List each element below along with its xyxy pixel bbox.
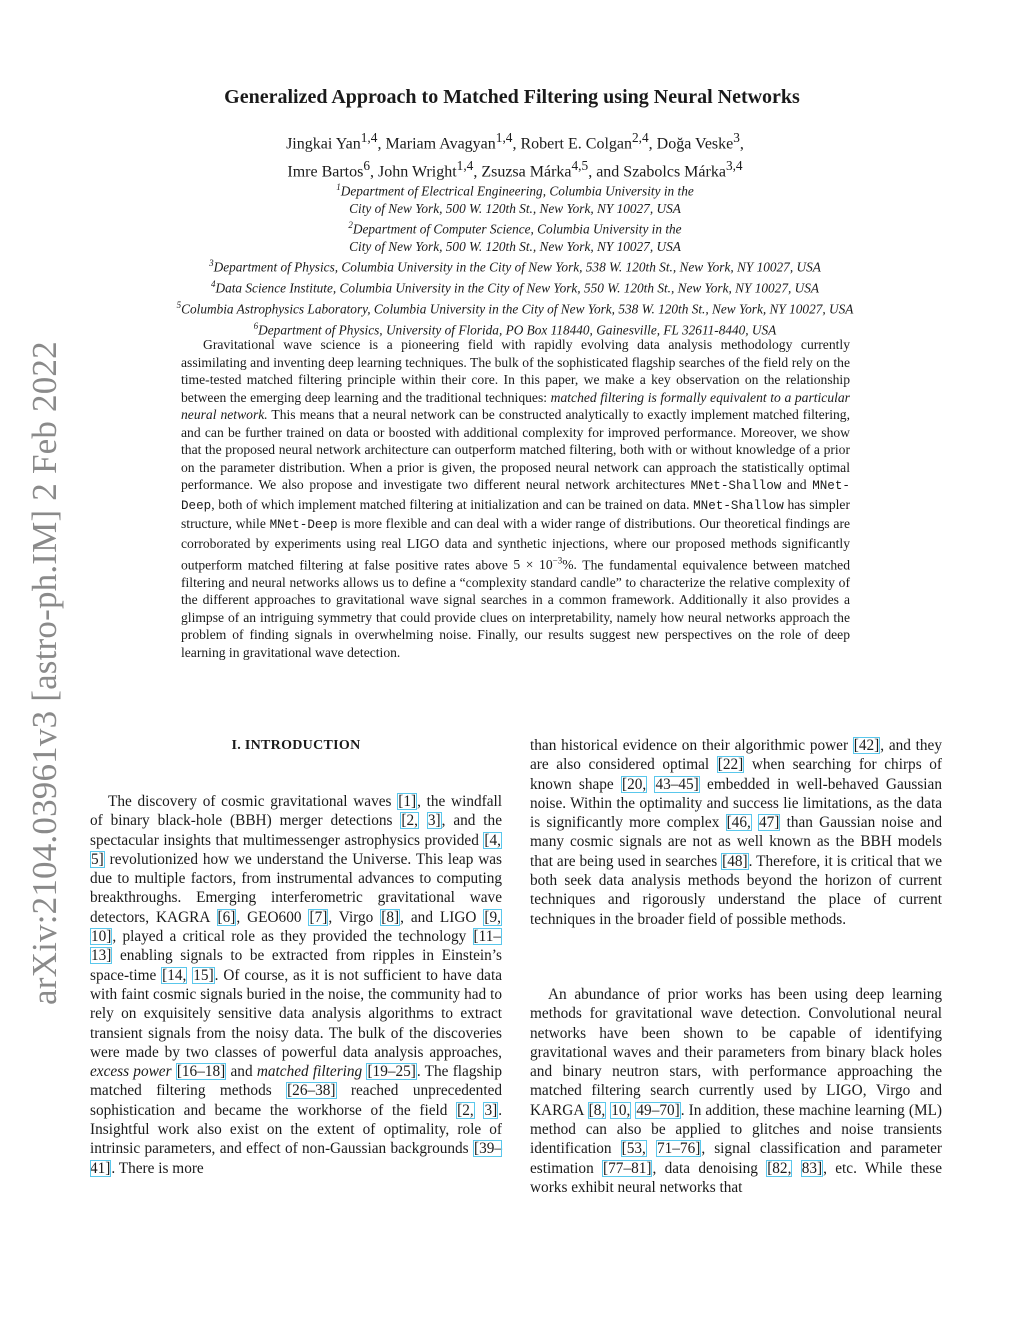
- citation-link[interactable]: 3]: [427, 812, 441, 830]
- author-affil-sup: 1,4: [495, 130, 513, 145]
- abstract-text: The fundamental equivalence between matched filtering and neural networks allows us to define a “complexity standard candle” to characterize the relative complexity of the different approaches to gravitational wave signal searches in a common framework. Additionally it also provides a glimpse of an intriguing symmetry that could provide clues on interpretability, namely how neural networks approach the problem of finding signals in overwhelming noise. Finally, our results suggest new perspectives on the role of deep learning in gravitational wave detection.: [181, 557, 850, 660]
- body-text: An abundance of prior works has been using deep learning methods for gravitational wave detection. Convolutional neural networks have been shown to be capable of identifying gravitational waves and their parameters from binary black holes and binary neutron stars, with performance approaching the matched filtering search currently used by LIGO, Virgo and KARGA: [530, 986, 942, 1119]
- citation-link[interactable]: [19–25]: [367, 1063, 416, 1081]
- citation-link[interactable]: 13]: [91, 947, 112, 965]
- citation-link[interactable]: 83]: [801, 1159, 823, 1177]
- author-affil-sup: 6: [363, 158, 371, 174]
- author: John Wright: [378, 163, 457, 181]
- author: Imre Bartos: [287, 163, 364, 181]
- abstract-text: Gravitational wave science is a pioneering field with rapidly evolving data analysis methodology currently assimilating and inventing deep learning techniques. The bulk of the sophisticated flagship searches of the field rely on the time-tested matched filtering principle within their core. In this paper, we make a key observation on the relationship between the emerging deep learning and the traditional techniques:: [181, 337, 850, 405]
- body-text: , and they are also considered optimal: [530, 737, 942, 774]
- body-emphasis: excess power: [90, 1063, 172, 1081]
- arxiv-identifier[interactable]: arXiv:2104.03961v3 [astro-ph.IM] 2 Feb 2022: [25, 341, 64, 1005]
- abstract-text: This means that a neural network can be constructed analytically to exactly implement matched filtering, and can be further trained on data or boosted with additional complexity for improved performance. Moreover, we show that the proposed neural network architecture can outperform matched filtering, both with or without knowledge of a prior on the parameter distribution. When a prior is given, the proposed neural network can approach the statistically optimal performance. We also propose and investigate two different neural network architectures: [181, 407, 850, 493]
- citation-link[interactable]: 10]: [91, 928, 112, 946]
- citation-link[interactable]: [77–81]: [603, 1159, 652, 1177]
- author-affil-sup: 3,4: [725, 158, 743, 174]
- author: Robert E. Colgan: [520, 135, 632, 153]
- body-text: . The flagship matched filtering methods: [90, 1063, 502, 1100]
- body-text: when searching for chirps of known shape: [530, 756, 942, 793]
- citation-link[interactable]: 71–76]: [656, 1140, 701, 1158]
- author-list: Jingkai Yan$^{1,4}$, Mariam Avagyan$^{1,4}$, Robert E. Colgan$^{2,4}$, Doğa Veske$^3$, Imre Bartos$^6$, John Wright$^{1,4}$, Zsuzsa Márka$^{4,5}$, and Szabolcs Márka$^{3,4}$: [286, 130, 744, 181]
- citation-link[interactable]: [8,: [588, 1101, 606, 1119]
- affiliation-text: Department of Physics, University of Florida, PO Box 118440, Gainesville, FL 32611-8440, USA: [258, 322, 777, 338]
- body-text: , and LIGO: [400, 908, 477, 926]
- mnet-deep-term: MNet-Deep: [181, 479, 850, 513]
- intro-left-column: [90, 792, 502, 1178]
- abstract-text: , both of which implement matched filtering at initialization and can be trained on data.: [211, 496, 690, 512]
- body-text: and: [230, 1063, 253, 1081]
- affiliation-list: [0, 179, 1024, 339]
- body-text: , played a critical role as they provided the technology: [112, 928, 467, 946]
- mnet-shallow-term: MNet-Shallow: [690, 479, 782, 494]
- affiliation-sup: 3: [209, 258, 214, 269]
- mnet-shallow-term: MNet-Shallow: [693, 498, 784, 513]
- affiliation-sup: 2: [348, 220, 353, 231]
- citation-link[interactable]: 43–45]: [655, 775, 699, 793]
- author-and: and: [596, 163, 620, 181]
- body-text: , Virgo: [328, 908, 374, 926]
- citation-link[interactable]: [42]: [853, 737, 880, 754]
- affiliation: [0, 255, 1024, 276]
- body-emphasis: matched filtering: [256, 1063, 363, 1081]
- affiliation-text: Columbia Astrophysics Laboratory, Columbia University in the City of New York, 538 W. 120th St., New York, NY 10027, USA: [181, 301, 854, 317]
- body-text: . Of course, as it is not sufficient to have data with faint cosmic signals buried in the noise, the community had to rely on exquisitely sensitive data analysis algorithms to extract transient signals from the noisy data. The bulk of the discoveries were made by two classes of powerful data analysis approaches,: [90, 966, 502, 1061]
- body-text: , signal classification and parameter estimation: [530, 1140, 942, 1177]
- citation-link[interactable]: [22]: [717, 756, 744, 774]
- affiliation-sup: 6: [253, 320, 259, 331]
- citation-link[interactable]: [2,: [401, 812, 418, 830]
- citation-link[interactable]: [26–38]: [287, 1082, 336, 1100]
- body-text: The discovery of cosmic gravitational waves: [108, 793, 392, 810]
- rate-base: 5 × 10: [513, 557, 553, 573]
- citation-link[interactable]: [39–41]: [90, 1140, 503, 1177]
- paper-title: Generalized Approach to Matched Filtering using Neural Networks: [224, 86, 800, 108]
- body-text: revolutionized how we understand the Universe. This leap was due to multiple factors, from instrumental advances to computing breakthroughs. Emerging interferometric gravitational wave detectors, KAGRA: [90, 850, 502, 926]
- body-text: than Gaussian noise and many cosmic signals are not as well known as the BBH models that are being used in searches: [530, 814, 942, 870]
- citation-link[interactable]: [9,: [484, 908, 501, 926]
- rate-exponent: −3: [552, 555, 563, 566]
- citation-link[interactable]: [48]: [722, 852, 748, 870]
- body-text: , and the spectacular insights that multimessenger astrophysics provided: [90, 812, 502, 849]
- abstract-text: is more flexible and can deal with a wider range of distributions. Our theoretical findings are corroborated by experiments using real LIGO data and synthetic injections, where our proposed methods significantly outperform matched filtering at false positive rates above: [181, 516, 851, 573]
- author-affil-sup: 2,4: [632, 130, 649, 145]
- author: Doğa Veske: [656, 135, 734, 153]
- affiliation-text: Department of Physics, Columbia University in the City of New York, 538 W. 120th St., New York, NY 10027, USA: [213, 259, 821, 275]
- abstract-text: and: [786, 477, 807, 493]
- body-text: embedded in well-behaved Gaussian noise. Within the optimality and success lie limitations, as the data is significantly more complex: [530, 775, 942, 832]
- citation-link[interactable]: 3]: [484, 1101, 498, 1119]
- citation-link[interactable]: 5]: [91, 850, 104, 868]
- body-text: . Insightful work also exist on the extent of optimality, role of intrinsic parameters, and effect of non-Gaussian backgrounds: [90, 1101, 503, 1158]
- author-affil-sup: 1,4: [456, 158, 474, 174]
- author-affil-sup: 3: [733, 130, 740, 145]
- body-text: than historical evidence on their algorithmic power: [530, 737, 849, 754]
- citation-link[interactable]: [7]: [309, 908, 328, 926]
- citation-link[interactable]: [14,: [162, 966, 187, 984]
- false-positive-rate: [513, 557, 577, 572]
- affiliation: [0, 297, 1024, 318]
- affiliation-sup: 4: [210, 279, 216, 290]
- abstract-emphasis: matched filtering is formally equivalent to a particular neural network.: [181, 389, 850, 423]
- citation-link[interactable]: [11–: [473, 928, 502, 946]
- author: Mariam Avagyan: [385, 135, 496, 153]
- citation-link[interactable]: [8]: [381, 908, 400, 926]
- body-text: , the windfall of binary black-hole (BBH) merger detections: [90, 793, 503, 830]
- affiliation: [0, 179, 1024, 200]
- author: Jingkai Yan: [286, 135, 361, 153]
- affiliation-continued: City of New York, 500 W. 120th St., New York, NY 10027, USA: [349, 239, 681, 255]
- affiliation-text: Data Science Institute, Columbia University in the City of New York, 550 W. 120th St., New York, NY 10027, USA: [215, 280, 820, 296]
- body-text: . In addition, these machine learning (ML) method can also be applied to glitches and noise transients identification: [530, 1101, 943, 1158]
- section-heading-introduction: I. INTRODUCTION: [231, 738, 361, 753]
- rate-unit: %.: [562, 557, 577, 573]
- body-text: , etc. While these works exhibit neural networks that: [530, 1159, 943, 1196]
- intro-right-column-continued: [530, 736, 942, 929]
- citation-link[interactable]: [2,: [457, 1101, 474, 1119]
- body-text: . There is more: [111, 1159, 204, 1177]
- affiliation: [0, 217, 1024, 238]
- author-affil-sup: 1,4: [360, 130, 378, 145]
- author: Szabolcs Márka: [623, 163, 726, 181]
- affiliation-text: Department of Computer Science, Columbia University in the: [352, 221, 682, 237]
- affiliation-continued: City of New York, 500 W. 120th St., New York, NY 10027, USA: [349, 200, 681, 216]
- body-text: enabling signals to be extracted from ripples in Einstein’s space-time: [90, 947, 502, 984]
- affiliation-sup: 5: [176, 300, 182, 311]
- citation-link[interactable]: [82,: [767, 1159, 792, 1177]
- abstract-text: has simpler structure, while: [181, 496, 850, 532]
- citation-link[interactable]: [4,: [484, 831, 501, 849]
- citation-link[interactable]: [16–18]: [176, 1063, 226, 1081]
- abstract: [181, 336, 850, 661]
- author-affil-sup: 4,5: [571, 158, 589, 174]
- affiliation-text: Department of Electrical Engineering, Columbia University in the: [340, 183, 694, 199]
- citation-link[interactable]: 47]: [759, 814, 780, 832]
- citation-link[interactable]: [53,: [621, 1140, 646, 1158]
- citation-link[interactable]: [46,: [726, 814, 751, 832]
- citation-link[interactable]: [6]: [217, 908, 236, 926]
- author: Zsuzsa Márka: [481, 163, 572, 181]
- citation-link[interactable]: [1]: [398, 793, 417, 810]
- affiliation-sup: 1: [336, 182, 341, 192]
- body-text: , GEO600: [236, 908, 302, 926]
- body-text: reached unprecedented sophistication and became the workhorse of the field: [90, 1082, 503, 1119]
- citation-link[interactable]: 10,: [611, 1101, 631, 1119]
- citation-link[interactable]: [20,: [621, 775, 647, 793]
- citation-link[interactable]: 49–70]: [636, 1101, 680, 1119]
- affiliation: [0, 276, 1024, 297]
- mnet-deep-term: MNet-Deep: [269, 518, 338, 533]
- body-text: , data denoising: [652, 1159, 758, 1177]
- intro-right-paragraph: [530, 985, 942, 1197]
- body-text: . Therefore, it is critical that we both seek data analysis methods beyond the horizon of current techniques and rigorously understand the place of current techniques in the broader field of possible methods.: [530, 852, 942, 928]
- citation-link[interactable]: 15]: [193, 966, 214, 984]
